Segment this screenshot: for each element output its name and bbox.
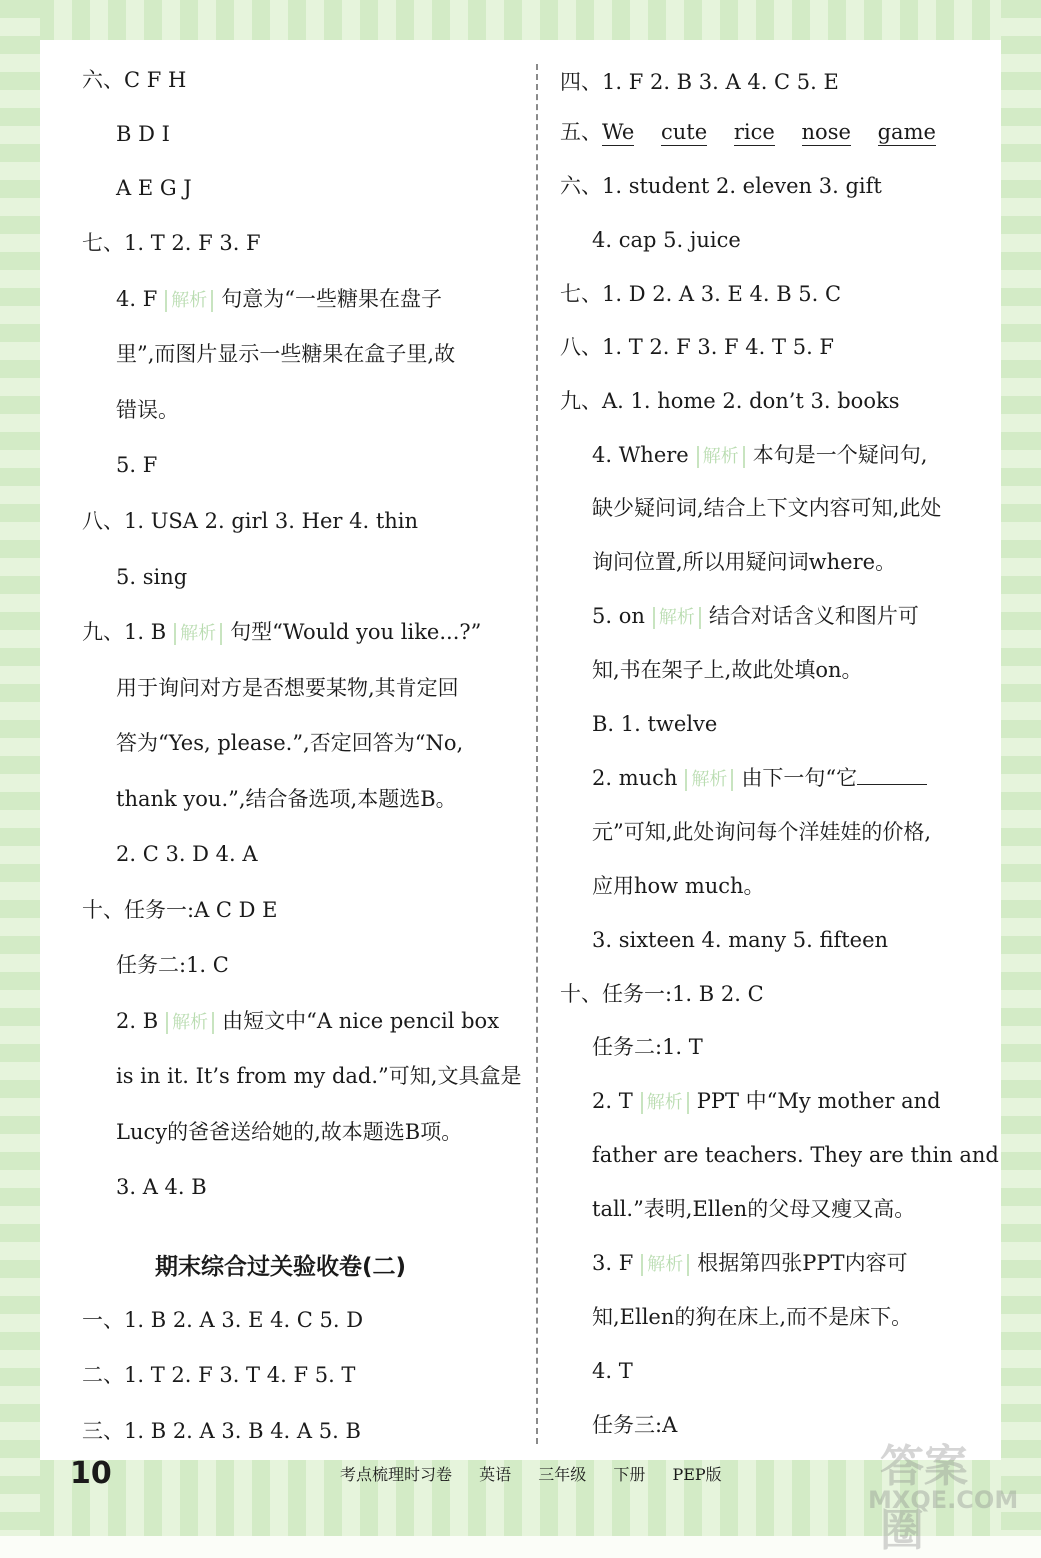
answer-line: 4. cap 5. juice bbox=[592, 228, 741, 252]
analysis-text: tall.”表明,Ellen的父母又瘦又高。 bbox=[592, 1197, 916, 1221]
underlined-word: game bbox=[877, 120, 936, 144]
answer-number: 2. B bbox=[116, 1009, 159, 1033]
analysis-text: 结合对话含义和图片可 bbox=[708, 604, 919, 628]
analysis-text: 句意为“一些糖果在盘子 bbox=[221, 287, 443, 311]
analysis-text: 答为“Yes, please.”,否定回答为“No, bbox=[116, 731, 464, 755]
answer-line: 二、1. T 2. F 3. T 4. F 5. T bbox=[82, 1363, 356, 1387]
analysis-text: 询问位置,所以用疑问词where。 bbox=[592, 550, 897, 574]
answer-number: 2. much bbox=[592, 766, 678, 790]
answer-number: 2. T bbox=[592, 1089, 633, 1113]
footer-subject: 英语 bbox=[479, 1465, 512, 1484]
answer-line: 任务二:1. C bbox=[116, 953, 229, 977]
page-border-left bbox=[0, 0, 40, 1536]
analysis-text: 根据第四张PPT内容可 bbox=[697, 1251, 908, 1275]
answer-number: 5. on bbox=[592, 604, 645, 628]
answer-line-with-analysis bbox=[592, 1249, 908, 1277]
answer-line: 三、1. B 2. A 3. B 4. A 5. B bbox=[82, 1419, 361, 1443]
analysis-tag: 解析 bbox=[641, 1254, 689, 1276]
answer-line: 十、任务一:1. B 2. C bbox=[560, 982, 764, 1006]
answer-line: 任务二:1. T bbox=[592, 1035, 703, 1059]
analysis-text: is in it. It’s from my dad.”可知,文具盒是 bbox=[116, 1064, 522, 1088]
answer-line: B D I bbox=[116, 122, 170, 146]
answer-line: 七、1. D 2. A 3. E 4. B 5. C bbox=[560, 282, 842, 306]
footer-volume: 下册 bbox=[613, 1465, 646, 1484]
column-divider bbox=[536, 64, 538, 1444]
footer-book: 考点梳理时习卷 bbox=[340, 1465, 453, 1484]
answer-line: 5. sing bbox=[116, 565, 188, 589]
answer-line: 3. A 4. B bbox=[116, 1175, 207, 1199]
analysis-tag: 解析 bbox=[653, 607, 701, 629]
analysis-text: 用于询问对方是否想要某物,其肯定回 bbox=[116, 676, 459, 700]
fill-blank bbox=[857, 768, 927, 785]
analysis-text: PPT 中“My mother and bbox=[696, 1089, 941, 1113]
analysis-text: 由短文中“A nice pencil box bbox=[222, 1009, 500, 1033]
watermark-url: MXQE.COM bbox=[868, 1486, 1019, 1514]
question-number: 五、 bbox=[560, 120, 602, 144]
answer-number: 4. Where bbox=[592, 443, 689, 467]
analysis-tag: 解析 bbox=[641, 1092, 689, 1114]
answer-line-with-analysis bbox=[592, 441, 927, 469]
answer-number: 九、1. B bbox=[82, 620, 167, 644]
analysis-tag: 解析 bbox=[166, 1012, 214, 1034]
analysis-text: thank you.”,结合备选项,本题选B。 bbox=[116, 787, 457, 811]
answer-line-with-analysis bbox=[592, 602, 919, 630]
analysis-tag: 解析 bbox=[165, 290, 213, 312]
analysis-text: 知,书在架子上,故此处填on。 bbox=[592, 658, 863, 682]
answer-line: 八、1. T 2. F 3. F 4. T 5. F bbox=[560, 335, 834, 359]
analysis-text: 缺少疑问词,结合上下文内容可知,此处 bbox=[592, 496, 942, 520]
page-number: 10 bbox=[70, 1456, 112, 1491]
answer-line: 八、1. USA 2. girl 3. Her 4. thin bbox=[82, 509, 419, 533]
analysis-text: Lucy的爸爸送给她的,故本题选B项。 bbox=[116, 1120, 463, 1144]
answer-line: 四、1. F 2. B 3. A 4. C 5. E bbox=[560, 70, 839, 94]
answer-line: 任务三:A bbox=[592, 1413, 678, 1437]
answer-line-with-analysis bbox=[592, 764, 927, 792]
answer-line: 六、C F H bbox=[82, 68, 187, 92]
answer-line-with-analysis bbox=[116, 1007, 499, 1035]
analysis-text: 句型“Would you like...?” bbox=[230, 620, 482, 644]
analysis-text: 知,Ellen的狗在床上,而不是床下。 bbox=[592, 1305, 913, 1329]
answer-line: 七、1. T 2. F 3. F bbox=[82, 231, 261, 255]
answer-number: 3. F bbox=[592, 1251, 634, 1275]
answer-line-with-analysis bbox=[116, 285, 442, 313]
page-border-top bbox=[0, 0, 1041, 40]
underlined-word: nose bbox=[801, 120, 851, 144]
underlined-word: cute bbox=[661, 120, 708, 144]
page-border-right bbox=[1001, 0, 1041, 1536]
analysis-text: 本句是一个疑问句, bbox=[752, 443, 928, 467]
footer-edition: PEP版 bbox=[672, 1465, 722, 1484]
footer-grade: 三年级 bbox=[538, 1465, 587, 1484]
answer-line: 3. sixteen 4. many 5. fifteen bbox=[592, 928, 889, 952]
underlined-word: We bbox=[602, 120, 635, 144]
answer-line: B. 1. twelve bbox=[592, 712, 718, 736]
analysis-text: 元”可知,此处询问每个洋娃娃的价格, bbox=[592, 820, 932, 844]
analysis-tag: 解析 bbox=[697, 446, 745, 468]
watermark-text: 答案圈 bbox=[880, 1441, 968, 1556]
answer-line: 4. T bbox=[592, 1359, 633, 1383]
analysis-text: 错误。 bbox=[116, 398, 179, 422]
analysis-tag: 解析 bbox=[174, 623, 222, 645]
watermark-logo bbox=[860, 1430, 1019, 1556]
analysis-tag: 解析 bbox=[685, 769, 733, 791]
answer-line: 十、任务一:A C D E bbox=[82, 898, 278, 922]
underlined-word: rice bbox=[733, 120, 775, 144]
analysis-text: 里”,而图片显示一些糖果在盒子里,故 bbox=[116, 342, 456, 366]
answer-number: 4. F bbox=[116, 287, 158, 311]
analysis-text: 由下一句“它 bbox=[741, 766, 858, 790]
analysis-text: 应用how much。 bbox=[592, 874, 765, 898]
answer-line: 九、A. 1. home 2. don’t 3. books bbox=[560, 389, 900, 413]
footer-info bbox=[340, 1462, 744, 1485]
answer-line: 一、1. B 2. A 3. E 4. C 5. D bbox=[82, 1308, 364, 1332]
section-title: 期末综合过关验收卷(二) bbox=[155, 1254, 407, 1280]
analysis-text: father are teachers. They are thin and bbox=[592, 1143, 999, 1167]
answer-line: 2. C 3. D 4. A bbox=[116, 842, 258, 866]
answer-line: A E G J bbox=[116, 176, 192, 200]
answer-line: 六、1. student 2. eleven 3. gift bbox=[560, 174, 882, 198]
answer-line: 5. F bbox=[116, 453, 158, 477]
answer-line-underlined-words bbox=[560, 118, 936, 146]
answer-line-with-analysis bbox=[592, 1087, 941, 1115]
answer-line-with-analysis bbox=[82, 618, 481, 646]
